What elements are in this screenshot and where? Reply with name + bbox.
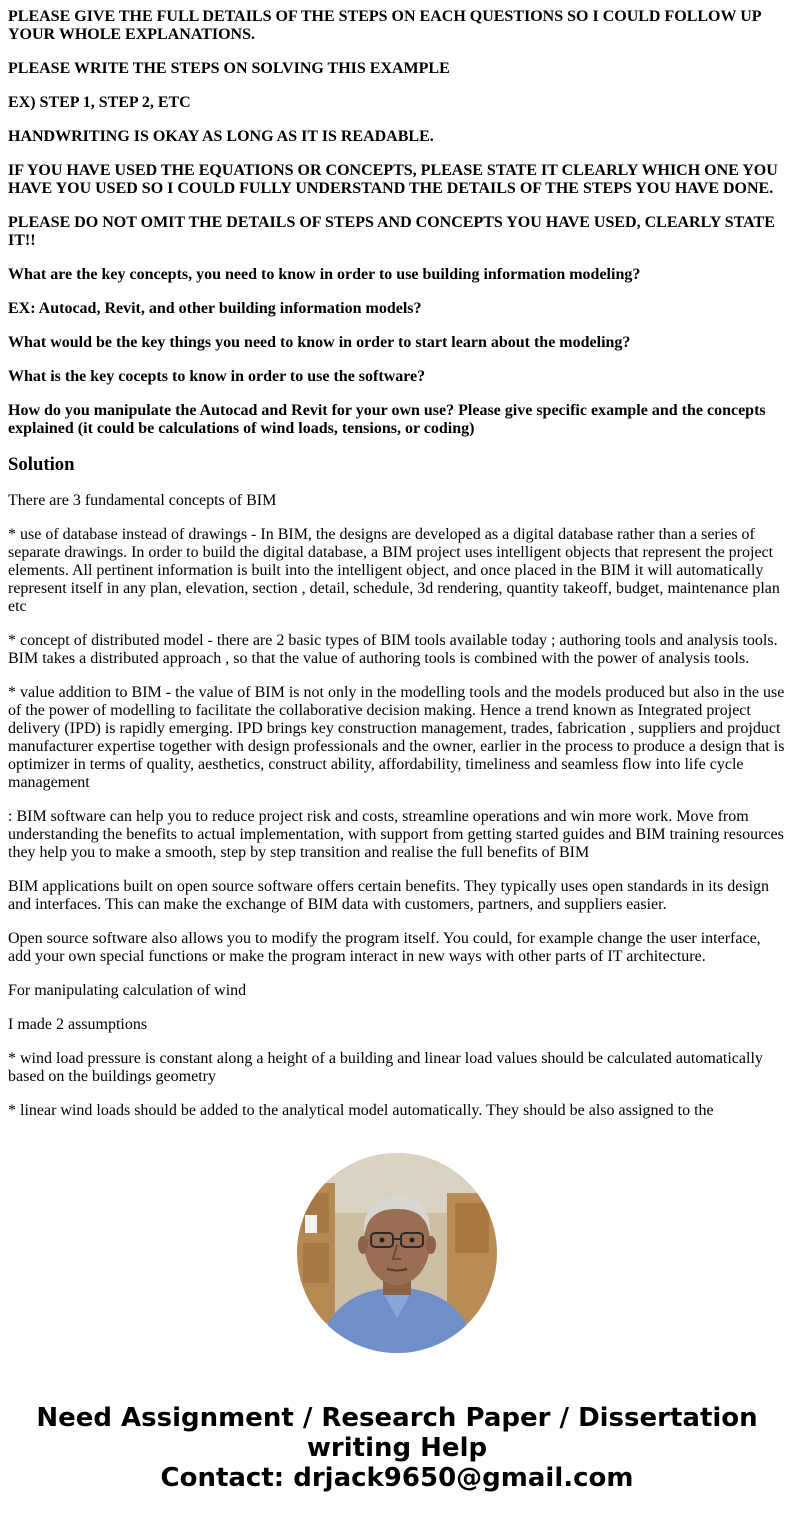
solution-paragraph: BIM applications built on open source software offers certain benefits. They typically uses open standards in its design and interfaces. This can make the exchange of BIM data with customers, partners, and suppliers easier. (8, 878, 770, 913)
author-portrait-image (297, 1153, 497, 1353)
footer-contact-email[interactable]: Contact: drjack9650@gmail.com (160, 1463, 634, 1493)
solution-paragraph: * linear wind loads should be added to the analytical model automatically. They should be also assigned to the (8, 1102, 714, 1119)
solution-paragraph: * wind load pressure is constant along a height of a building and linear load values should be calculated automatically based on the buildings geometry (8, 1050, 763, 1085)
solution-paragraph: There are 3 fundamental concepts of BIM (8, 492, 277, 509)
solution-paragraph: * use of database instead of drawings - In BIM, the designs are developed as a digital database rather than a series of separate drawings. In order to build the digital database, a BIM project uses intelligent objects that represent the project elements. All pertinent information is built into the intelligent object, and once placed in the BIM it will automatically represent itself in any plan, elevation, section , detail, schedule, 3d rendering, quantity takeoff, budget, maintenance plan etc (8, 526, 780, 615)
solution-paragraph: I made 2 assumptions (8, 1016, 148, 1033)
question-paragraph: EX: Autocad, Revit, and other building information models? (8, 300, 422, 317)
footer-help-text: Need Assignment / Research Paper / Dissertation writing Help (36, 1403, 758, 1463)
question-paragraph: How do you manipulate the Autocad and Revit for your own use? Please give specific example and the concepts explained (it could be calculations of wind loads, tensions, or coding) (8, 402, 766, 437)
question-paragraph: PLEASE WRITE THE STEPS ON SOLVING THIS EXAMPLE (8, 60, 450, 77)
question-paragraph: What is the key cocepts to know in order to use the software? (8, 368, 426, 385)
solution-paragraph: * concept of distributed model - there are 2 basic types of BIM tools available today ; authoring tools and analysis tools. BIM takes a distributed approach , so that the value of authoring tools is combined with the power of analysis tools. (8, 632, 778, 667)
question-paragraph: What would be the key things you need to know in order to start learn about the modeling? (8, 334, 631, 351)
question-paragraph: PLEASE DO NOT OMIT THE DETAILS OF STEPS AND CONCEPTS YOU HAVE USED, CLEARLY STATE IT!! (8, 214, 775, 249)
solution-paragraph: : BIM software can help you to reduce project risk and costs, streamline operations and win more work. Move from understanding the benefits to actual implementation, with support from getting started guides and BIM training resources they help you to make a smooth, step by step transition and realise the full benefits of BIM (8, 808, 784, 861)
question-paragraph: IF YOU HAVE USED THE EQUATIONS OR CONCEPTS, PLEASE STATE IT CLEARLY WHICH ONE YOU HAVE YOU USED SO I COULD FULLY UNDERSTAND THE DETAILS OF THE STEPS YOU HAVE DONE. (8, 162, 778, 197)
question-paragraph: PLEASE GIVE THE FULL DETAILS OF THE STEPS ON EACH QUESTIONS SO I COULD FOLLOW UP YOUR WHOLE EXPLANATIONS. (8, 8, 761, 43)
question-paragraph: EX) STEP 1, STEP 2, ETC (8, 94, 191, 111)
solution-paragraph: For manipulating calculation of wind (8, 982, 247, 999)
question-paragraph: HANDWRITING IS OKAY AS LONG AS IT IS READABLE. (8, 128, 434, 145)
solution-paragraph: * value addition to BIM - the value of BIM is not only in the modelling tools and the models produced but also in the use of the power of modelling to facilitate the collaborative decision making. Hence a trend known as Integrated project delivery (IPD) is rapidly emerging. IPD brings key construction management, trades, fabrication , suppliers and projduct manufacturer expertise together with design professionals and the owner, earlier in the process to produce a design that is optimizer in terms of quality, aesthetics, construct ability, affordability, timeliness and seamless flow into life cycle management (8, 684, 785, 791)
footer-contact (0, 1403, 794, 1493)
solution-heading: Solution (8, 454, 75, 475)
author-avatar (297, 1153, 497, 1353)
question-paragraph: What are the key concepts, you need to know in order to use building information modeling? (8, 266, 641, 283)
document-body (8, 8, 786, 1122)
solution-paragraph: Open source software also allows you to modify the program itself. You could, for example change the user interface, add your own special functions or make the program interact in new ways with other parts of IT architecture. (8, 930, 761, 965)
